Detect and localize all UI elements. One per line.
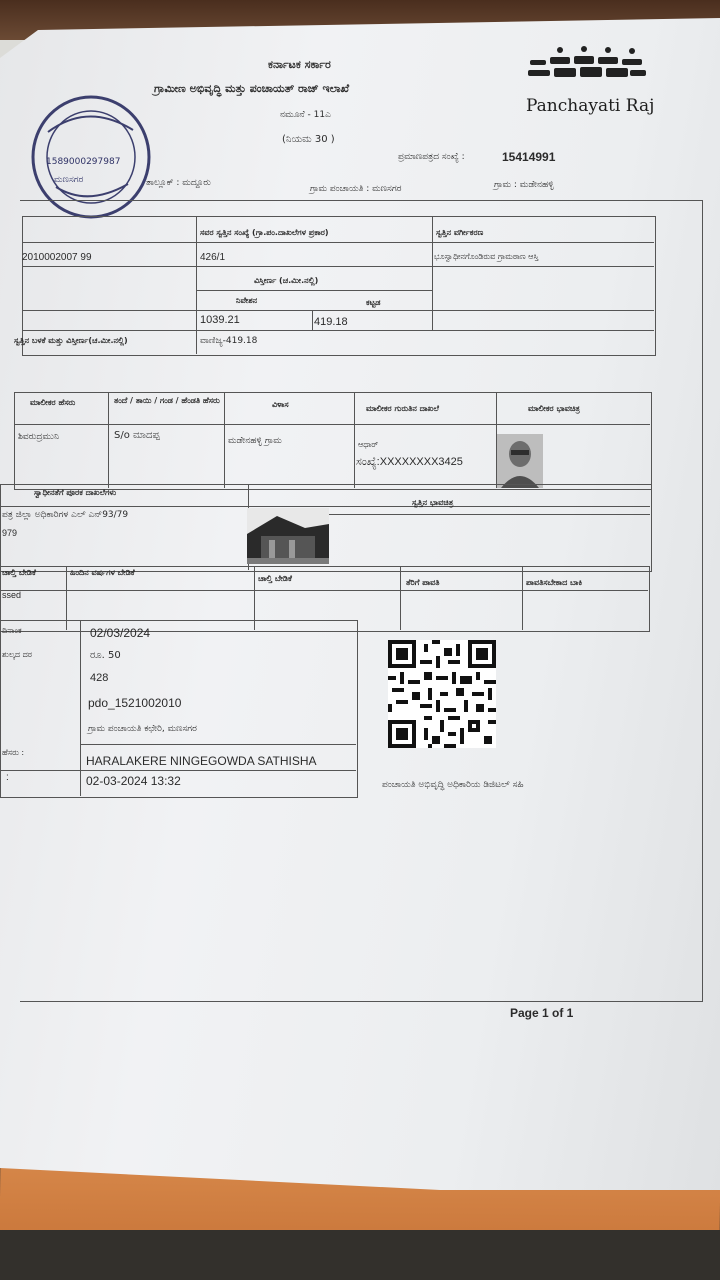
supporting-document-line2: 979 [2, 528, 18, 538]
gram-panchayat: ಗ್ರಾಮ ಪಂಚಾಯತಿ : ಮಣಸಗರ [310, 184, 402, 194]
building-area: 419.18 [314, 316, 348, 328]
svg-text:1589000297987: 1589000297987 [46, 157, 121, 167]
desk-surface-bottom [0, 1230, 720, 1280]
property-photo-header: ಸ್ವತ್ತಿನ ಭಾವಚಿತ್ರ [412, 498, 454, 507]
tax-status: ssed [2, 590, 22, 600]
rule-number: (ನಿಯಮ 30 ) [282, 134, 335, 145]
id-doc-header: ಮಾಲೀಕರ ಗುರುತಿನ ದಾಖಲೆ [366, 404, 439, 413]
issue-date: 02/03/2024 [90, 626, 151, 640]
owner-id-type: ಆಧಾರ್ [358, 440, 379, 449]
gov-title: ಕರ್ನಾಟಕ ಸರ್ಕಾರ [268, 58, 331, 71]
demand-header: ಚಾಲ್ತಿ ಬೇಡಿಕೆ [2, 568, 36, 577]
form-number: ನಮೂನೆ - 11ಎ [280, 110, 331, 120]
classification-header: ಸ್ವತ್ತಿನ ವರ್ಗೀಕರಣ [436, 228, 484, 237]
property-id: 2010002007 99 [22, 252, 92, 263]
issuing-office: ಗ್ರಾಮ ಪಂಚಾಯತಿ ಕಛೇರಿ, ಮಣಸಗರ [88, 724, 197, 734]
village: ಗ್ರಾಮ : ಮಡೇನಹಳ್ಳಿ [494, 180, 554, 190]
taluk: ತಾಲ್ಲೂಕ್ : ಮದ್ದೂರು [146, 178, 211, 188]
signed-timestamp: 02-03-2024 13:32 [86, 774, 181, 788]
usage-label: ಸ್ವತ್ತಿನ ಬಳಕೆ ಮತ್ತು ವಿಸ್ತೀರ್ಣ(ಚ.ಮೀ.ನಲ್ಲಿ) [14, 336, 128, 345]
address-header: ವಿಳಾಸ [272, 400, 289, 409]
owner-photo-header: ಮಾಲೀಕರ ಭಾವಚಿತ್ರ [528, 404, 580, 413]
property-number: 426/1 [200, 252, 226, 263]
fee-label: ಶುಲ್ಕದ ದರ [2, 650, 32, 659]
area-header: ವಿಸ್ತೀರ್ಣ (ಚ.ಮೀ.ನಲ್ಲಿ) [254, 276, 319, 285]
owner-photo [497, 434, 543, 488]
receipt-number: 428 [90, 672, 109, 684]
dept-title: ಗ್ರಾಮೀಣ ಅಭಿವೃದ್ಧಿ ಮತ್ತು ಪಂಚಾಯತ್ ರಾಜ್ ಇಲಾಖೆ [154, 82, 350, 95]
signer-name: HARALAKERE NINGEGOWDA SATHISHA [86, 754, 317, 768]
usage-value: ವಾಣಿಜ್ಯ-419.18 [200, 336, 258, 346]
time-label: : [6, 772, 9, 783]
page-number: Page 1 of 1 [510, 1006, 574, 1020]
current-demand-header: ಚಾಲ್ತಿ ಬೇಡಿಕೆ [258, 574, 292, 583]
date-label: ದಿನಾಂಕ [2, 626, 22, 635]
relation-header: ತಂದೆ / ತಾಯಿ / ಗಂಡ / ಹೆಂಡತಿ ಹೆಸರು [114, 396, 220, 405]
supporting-document: ಪತ್ರ ಜಿಲ್ಲಾ ಅಧಿಕಾರಿಗಳ ಎಲ್ ಎನ್‌93/79 [2, 510, 129, 520]
panchayati-raj-logo-icon [524, 46, 650, 92]
previous-demand-header: ಹಿಂದಿನ ವರ್ಷಗಳ ಬೇಡಿಕೆ [70, 568, 135, 577]
site-area: 1039.21 [200, 314, 240, 326]
owner-id-number: ಸಂಖ್ಯೆ:XXXXXXXX3425 [356, 456, 463, 468]
property-no-header: ಸವರ ಸ್ವತ್ತಿನ ಸಂಖ್ಯೆ (ಗ್ರಾ.ಪಂ.ದಾಖಲೆಗಳ ಪ್ರಕಾರ) [200, 228, 329, 237]
owner-name: ಶಿವರುದ್ರಮುನಿ [18, 432, 59, 442]
building-label: ಕಟ್ಟಡ [366, 298, 381, 307]
site-label: ನಿವೇಶನ [236, 296, 258, 305]
owner-address: ಮಡೇನಹಳ್ಳಿ ಗ್ರಾಮ [228, 436, 282, 446]
pdo-code: pdo_1521002010 [88, 696, 182, 710]
property-table [22, 216, 656, 356]
panchayati-raj-text: Panchayati Raj [526, 96, 655, 116]
owner-relation: S/o ಮಾದಪ್ಪ [114, 430, 160, 441]
svg-text:ಮಣಸಗರ: ಮಣಸಗರ [54, 175, 84, 185]
certificate-label: ಪ್ರಮಾಣಪತ್ರದ ಸಂಖ್ಯೆ : [398, 152, 465, 162]
digital-signature-label: ಪಂಚಾಯತಿ ಅಭಿವೃದ್ಧಿ ಅಧಿಕಾರಿಯ ಡಿಜಿಟಲ್ ಸಹಿ [382, 780, 524, 790]
documents-header: ಸ್ವಾಧೀನತೆಗೆ ಪೂರಕ ದಾಖಲೆಗಳು [34, 488, 117, 497]
certificate-number: 15414991 [502, 150, 556, 164]
balance-header: ಪಾವತಿಸಬೇಕಾದ ಬಾಕಿ [526, 578, 583, 587]
property-classification: ಭೂಸ್ವಾಧೀನಗೊಂಡಿರುವ ಗ್ರಾಮಠಾಣ ಆಸ್ತಿ [434, 252, 539, 261]
issue-fee: ರೂ. 50 [90, 650, 121, 661]
qr-code-icon [388, 640, 496, 748]
property-photo [247, 508, 329, 564]
tax-paid-header: ತೆರಿಗೆ ಪಾವತಿ [406, 578, 440, 587]
owner-name-header: ಮಾಲೀಕರ ಹೆಸರು [30, 398, 76, 407]
signer-label: ಹೆಸರು : [2, 748, 25, 757]
